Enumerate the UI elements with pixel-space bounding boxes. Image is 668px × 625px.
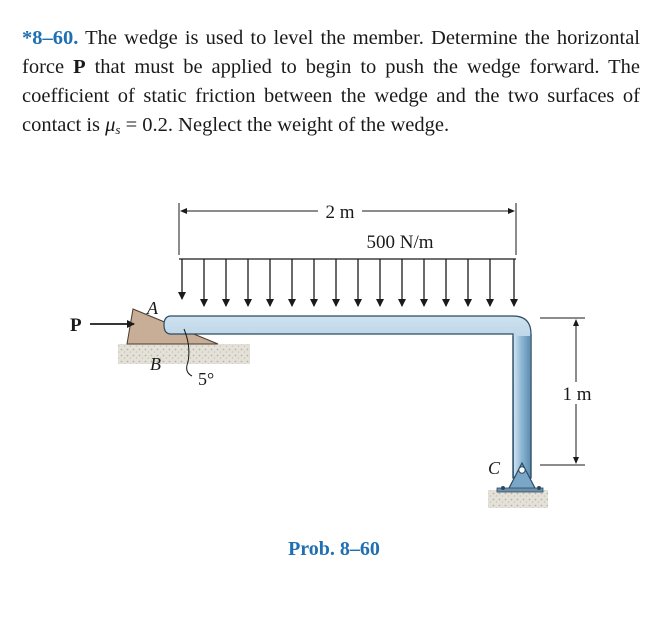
point-a-label: A bbox=[147, 298, 158, 318]
problem-text-3: = 0.2. Neglect the weight of the wedge. bbox=[120, 114, 450, 136]
ground-left bbox=[118, 344, 250, 364]
point-c-label: C bbox=[488, 458, 501, 478]
angle-label: 5° bbox=[198, 369, 215, 389]
distributed-load bbox=[179, 259, 516, 306]
mu-subscript: s bbox=[115, 122, 121, 137]
load-label: 500 N/m bbox=[366, 232, 434, 253]
problem-text-1: The wedge is used to level the member. Determine the horizontal force bbox=[22, 27, 640, 78]
force-p bbox=[70, 315, 134, 336]
height-dimension bbox=[540, 318, 592, 465]
point-b-label: B bbox=[150, 354, 161, 374]
span-dimension bbox=[179, 202, 516, 255]
height-label: 1 m bbox=[562, 384, 592, 405]
force-label: P bbox=[70, 315, 82, 336]
mu-symbol: μ bbox=[105, 114, 116, 136]
span-label: 2 m bbox=[325, 202, 355, 223]
figure-caption: Prob. 8–60 bbox=[288, 538, 380, 560]
problem-text-2: that must be applied to begin to push the wedge forward. The coefficient of static friction between the wedge and the two surfaces of contact is bbox=[22, 56, 640, 136]
problem-number: *8–60. bbox=[22, 27, 79, 49]
member bbox=[164, 316, 531, 478]
force-symbol: P bbox=[73, 56, 86, 78]
